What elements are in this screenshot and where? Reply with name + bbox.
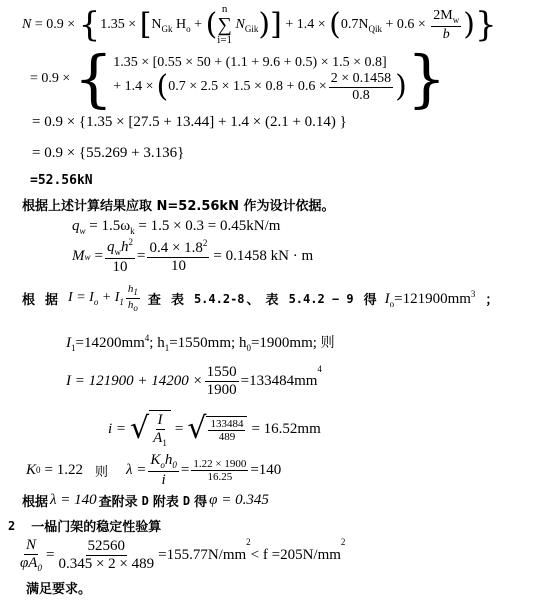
equation-substituted-values: = 0.9 × { 1.35 × [0.55 × 50 + (1.1 + 9.6 + 0.5) × 1.5 × 0.8] + 1.4 × ( 0.7 × 2.5 × 1.5 × 0.8 + 0.6 × $\frac{2 \times 0.1458}{0.8}$ ) } xyxy=(30,42,447,115)
eq1-inner: $0.7N_{Qik}$ xyxy=(340,17,382,35)
stability-coefficient-row: 根据 λ = 140 查附录 D 附表 D 得 φ = 0.345 xyxy=(22,492,269,510)
equation-axial-force-formula: $N = 0.9 \times \{1.35 \times [N_{Gk}$ $H_o$ + ( n ∑ i=1 $N_{Gik})] + 1.4 \times (0.7N_{Qik} + 0.6$ × $\frac{2M_w}{b}$ )} xyxy=(22,3,497,46)
equation-slenderness: K 0 = 1.22 则 λ = $\frac{K_oh_0}{i}$ = $\frac{1.22 \times 1900}{16.25}$ =140 xyxy=(26,452,282,488)
eq1-lhs: N xyxy=(22,17,32,33)
equation-sum: = 0.9 × {55.269 + 3.136} xyxy=(32,145,185,161)
design-basis-text: 根据上述计算结果应取 N=52.56kN 作为设计依据。 xyxy=(22,199,335,214)
eq1-eq: = 0.9 × xyxy=(34,17,76,33)
equation-stability-check: $\frac{N}{\varphi A_0}$ = $\frac{52560}{0.345 \times 2 \times 489}$ =155.77N/mm $^2$ < f =205N/mm $^2$ xyxy=(20,537,346,573)
eq2-prefix: = 0.9 × xyxy=(30,71,71,86)
eq2-line1: 1.35 × [0.55 × 50 + (1.1 + 9.6 + 0.5) × 1.5 × 0.8] xyxy=(113,55,387,71)
eq2-line2: + 1.4 × ( 0.7 × 2.5 × 1.5 × 0.8 + 0.6 × $\frac{2 \times 0.1458}{0.8}$ ) xyxy=(113,69,407,104)
eq1-inner2: + 0.6 × xyxy=(385,17,426,33)
table-lookup-row: 根 据 $I = I_o + I_1$ $\frac{h_1}{h_o}$ 查 表 5.4.2-8 、 表 5.4.2 − 9 得 $I_o=121900mm^3$ ； xyxy=(22,283,499,314)
eq1-mid: + 1.4 × xyxy=(285,17,326,33)
equation-radius-of-gyration: i = √ $\frac{I}{A_1}$ = √ $\frac{133484}{489}$ = 16.52mm xyxy=(108,411,321,448)
section-heading: 2 一榀门架的稳定性验算 xyxy=(8,518,162,535)
eq1-sum: n ∑ i=1 xyxy=(217,3,233,46)
eq1-h0: $H_o$ xyxy=(176,17,191,35)
equation-evaluated: = 0.9 × {1.35 × [27.5 + 13.44] + 1.4 × (2.1 + 0.14) } xyxy=(32,114,347,130)
equation-wind-load: $q_w = 1.5\omega_k = 1.5 \times 0.3 = 0.45kN/m$ xyxy=(72,218,281,236)
eq1-ngik: $N_{Gik}$ xyxy=(235,17,259,35)
conclusion-text: 满足要求。 xyxy=(26,582,92,597)
eq1-c1: 1.35 × xyxy=(100,17,137,33)
eq1-nk: $N_{Gk}$ xyxy=(151,17,173,35)
eq1-fraction: $\frac{2M_w}{b}$ xyxy=(433,7,460,42)
inertia-values-row: $I_1=14200mm^4$; $h_1=1550mm$; $h_0=1900mm$; 则 xyxy=(66,333,335,353)
equation-moment-of-inertia: I = 121900 + 14200 × $\frac{1550}{1900}$ =133484mm $^4$ xyxy=(66,364,322,398)
equation-wind-moment: M w = $\frac{q_wh^2}{10}$ = $\frac{0.4 \times 1.8^2}{10}$ = 0.1458 kN · m xyxy=(72,237,314,275)
equation-result: =52.56kN xyxy=(30,173,93,188)
eq1-plus: + xyxy=(194,17,203,33)
